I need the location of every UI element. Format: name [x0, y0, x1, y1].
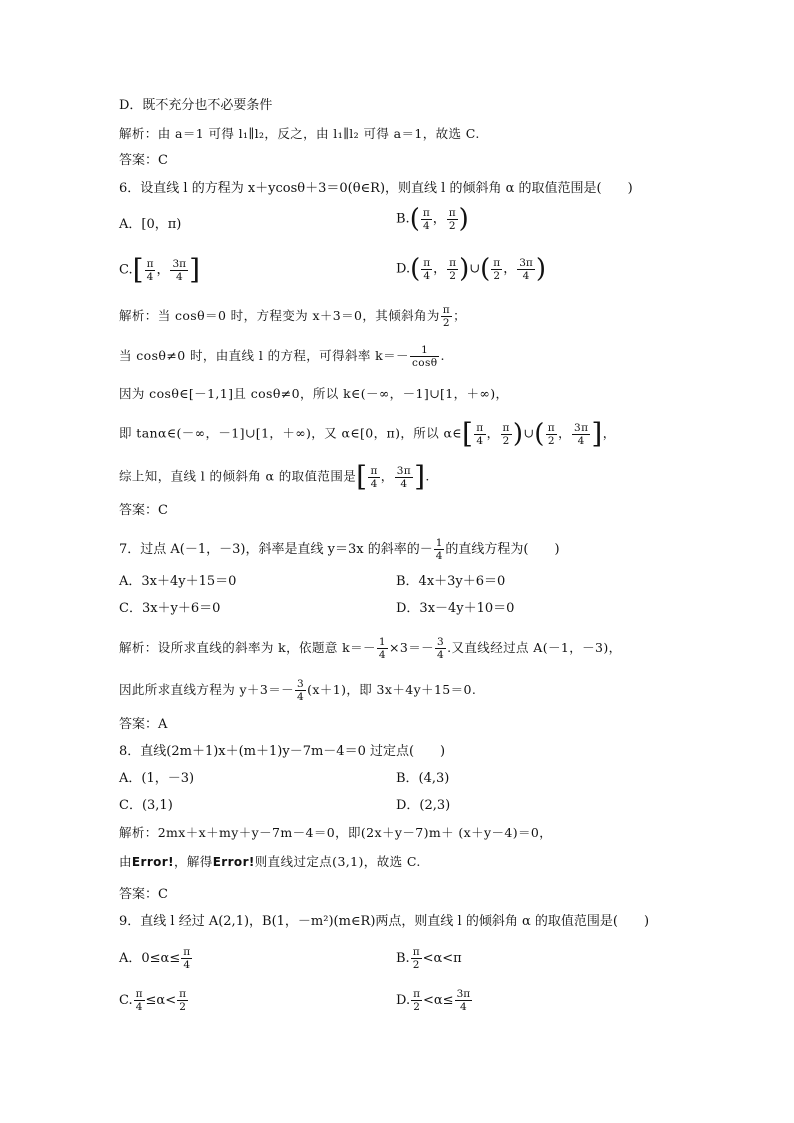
- q7-option-c: C．3x＋y＋6＝0: [119, 601, 221, 616]
- fraction: $\frac{\pi}{2}$: [547, 421, 556, 447]
- q8-solution-line-2: 由Error!，解得Error!则直线过定点(3,1)，故选 C.: [119, 854, 421, 869]
- fraction: $\frac{\pi}{4}$: [422, 206, 430, 232]
- fraction: $\frac{3\pi}{4}$: [396, 464, 412, 490]
- fraction: $\frac{3}{4}$: [437, 636, 445, 661]
- q6-option-b: B.( $\frac{\pi}{4}$ ， $\frac{\pi}{2}$ ): [396, 204, 469, 234]
- q6-solution-line-5: 综上知，直线 l 的倾斜角 α 的取值范围是[ $\frac{\pi}{4}$ ， $\frac{3\pi}{4}$ ].: [119, 460, 430, 493]
- q6-solution-line-2: 当 cosθ≠0 时，由直线 l 的方程，可得斜率 k＝－ $\frac{1}{\cos\theta}$ .: [119, 344, 445, 369]
- fraction: $\frac{\pi}{4}$: [370, 464, 378, 490]
- q9-option-b: B. $\frac{\pi}{2}$ <α<π: [396, 946, 462, 971]
- q5-option-d: D．既不充分也不必要条件: [119, 98, 273, 113]
- fraction: $\frac{3}{4}$: [297, 678, 305, 703]
- q7-option-a: A．3x＋4y＋15＝0: [119, 574, 237, 589]
- q6-option-c: C.[ $\frac{\pi}{4}$ ， $\frac{3\pi}{4}$ ]: [119, 253, 201, 286]
- fraction: $\frac{1}{\cos\theta}$: [411, 344, 438, 369]
- q9-option-c: C. $\frac{\pi}{4}$ ≤α< $\frac{\pi}{2}$: [119, 988, 187, 1013]
- fraction: $\frac{\pi}{2}$: [449, 256, 457, 282]
- q8-option-d: D．(2,3): [396, 798, 451, 813]
- q7-solution-line-2: 因此所求直线方程为 y＋3＝－ $\frac{3}{4}$ (x＋1)，即 3x＋4y＋15＝0.: [119, 678, 477, 703]
- fraction: $\frac{\pi}{2}$: [179, 988, 187, 1013]
- fraction: $\frac{3\pi}{4}$: [574, 421, 589, 447]
- q8-answer: 答案：C: [119, 887, 168, 902]
- q6-solution-line-4: 即 tanα∈(－∞，－1]∪[1，＋∞)，又 α∈[0，π)，所以 α∈[ $\frac{\pi}{4}$ ， $\frac{\pi}{2}$ )∪( $\frac{\pi}{2}$ ， $\frac{3\pi}{4}$ ]，: [119, 417, 616, 450]
- fraction: $\frac{\pi}{4}$: [423, 256, 431, 282]
- fraction: $\frac{\pi}{2}$: [502, 421, 510, 447]
- q6-solution-line-3: 因为 cosθ∈[－1,1]且 cosθ≠0，所以 k∈(－∞，－1]∪[1，＋∞)，: [119, 386, 509, 401]
- q7-stem: 7．过点 A(－1，－3)，斜率是直线 y＝3x 的斜率的－ $\frac{1}{4}$ 的直线方程为( ): [119, 537, 560, 562]
- q8-option-b: B．(4,3): [396, 771, 450, 786]
- q5-answer: 答案：C: [119, 153, 168, 168]
- fraction: $\frac{\pi}{4}$: [146, 257, 154, 283]
- q6-option-d: D.( $\frac{\pi}{4}$ ， $\frac{\pi}{2}$ )∪( $\frac{\pi}{2}$ ， $\frac{3\pi}{4}$ ): [396, 254, 546, 284]
- q7-answer: 答案：A: [119, 717, 168, 732]
- fraction: $\frac{3\pi}{4}$: [456, 988, 471, 1013]
- q7-option-d: D．3x－4y＋10＝0: [396, 601, 515, 616]
- fraction: $\frac{\pi}{2}$: [442, 304, 451, 329]
- q6-solution-line-1: 解析：当 cosθ＝0 时，方程变为 x＋3＝0，其倾斜角为 $\frac{\pi}{2}$ ；: [119, 304, 467, 329]
- fraction: $\frac{\pi}{2}$: [412, 946, 420, 971]
- q8-option-c: C．(3,1): [119, 798, 173, 813]
- fraction: $\frac{1}{4}$: [378, 636, 386, 661]
- q7-option-b: B．4x＋3y＋6＝0: [396, 574, 506, 589]
- q8-stem: 8．直线(2m＋1)x＋(m＋1)y－7m－4＝0 过定点( ): [119, 744, 446, 759]
- q9-stem: 9．直线 l 经过 A(2,1)，B(1，－m²)(m∈R)两点，则直线 l 的倾斜角 α 的取值范围是( ): [119, 914, 650, 929]
- fraction: $\frac{\pi}{2}$: [448, 206, 456, 232]
- q8-option-a: A．(1，－3): [119, 771, 195, 786]
- q6-stem: 6．设直线 l 的方程为 x＋ycosθ＋3＝0(θ∈R)，则直线 l 的倾斜角 α 的取值范围是( ): [119, 181, 633, 196]
- q9-option-a: A．0≤α≤ $\frac{\pi}{4}$: [119, 946, 191, 971]
- q5-solution: 解析：由 a＝1 可得 l₁∥l₂，反之，由 l₁∥l₂ 可得 a＝1，故选 C.: [119, 126, 480, 141]
- fraction: $\frac{\pi}{2}$: [413, 988, 420, 1013]
- q9-option-d: D. $\frac{\pi}{2}$ <α≤ $\frac{3\pi}{4}$: [396, 988, 471, 1013]
- q8-solution-line-1: 解析：2mx＋x＋my＋y－7m－4＝0，即(2x＋y－7)m＋ (x＋y－4)＝0，: [119, 825, 553, 840]
- fraction: $\frac{\pi}{4}$: [476, 421, 484, 447]
- fraction: $\frac{3\pi}{4}$: [172, 257, 187, 283]
- fraction: $\frac{\pi}{4}$: [183, 946, 191, 971]
- q6-option-a: A．[0，π): [119, 217, 182, 232]
- q6-answer: 答案：C: [119, 503, 168, 518]
- fraction: $\frac{1}{4}$: [435, 537, 443, 562]
- q7-solution-line-1: 解析：设所求直线的斜率为 k，依题意 k＝－ $\frac{1}{4}$ ×3＝－ $\frac{3}{4}$ .又直线经过点 A(－1，－3)，: [119, 636, 622, 661]
- fraction: $\frac{\pi}{2}$: [493, 256, 501, 282]
- fraction: $\frac{3\pi}{4}$: [519, 256, 533, 282]
- fraction: $\frac{\pi}{4}$: [135, 988, 143, 1013]
